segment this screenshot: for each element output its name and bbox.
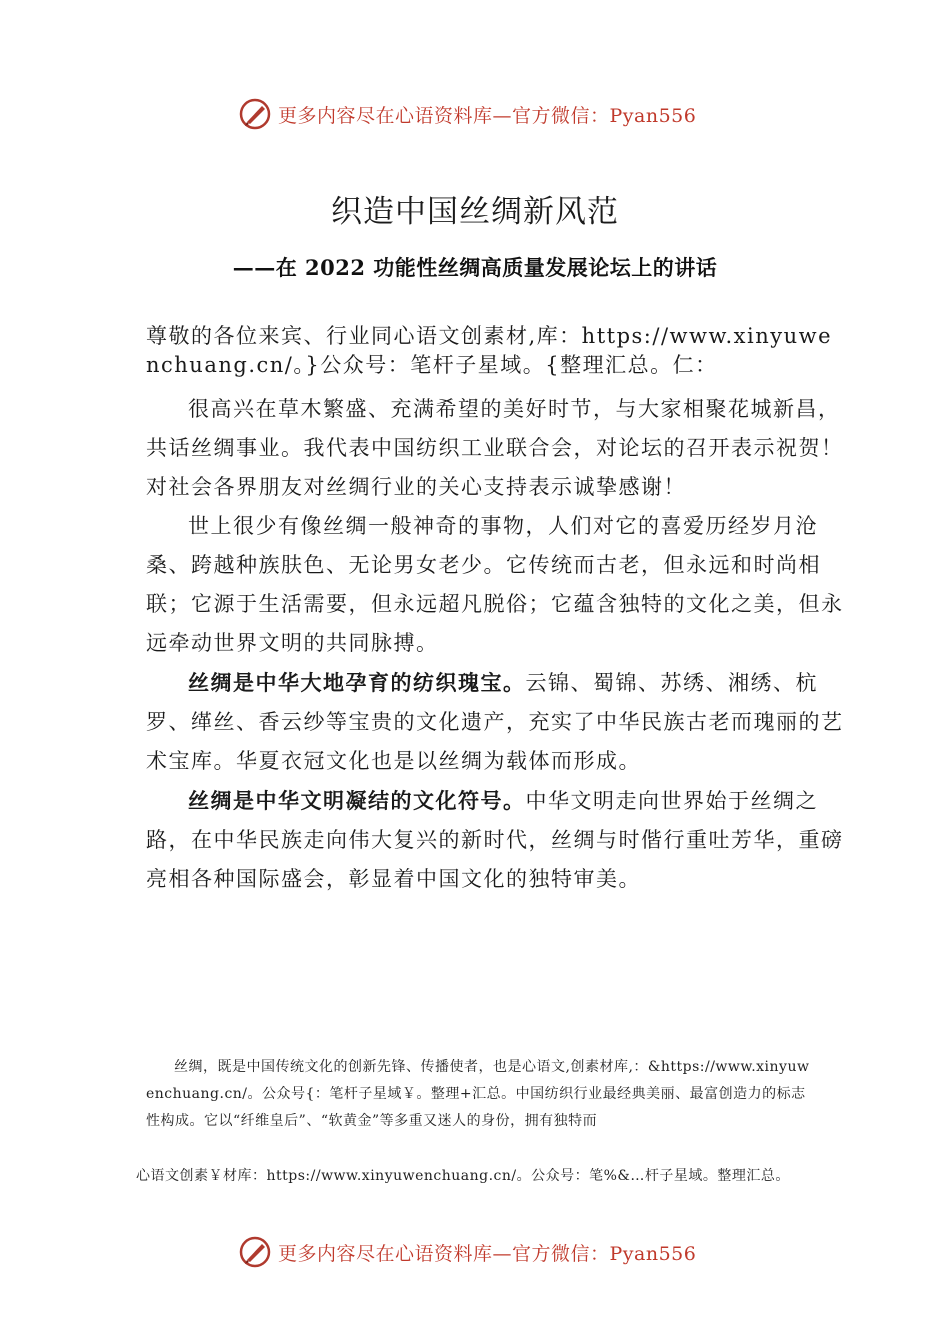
speech-body xyxy=(146,322,846,899)
small-print-paragraph xyxy=(146,1054,816,1135)
paragraph-1-text: 很高兴在草木繁盛、充满希望的美好时节，与大家相聚花城新昌，共话丝绸事业。我代表中国纺织工业联合会，对论坛的召开表示祝贺！对社会各界朋友对丝绸行业的关心支持表示诚挚感谢！ xyxy=(146,397,844,499)
paragraph-3 xyxy=(146,663,846,781)
paragraph-3-lead: 丝绸是中华大地孕育的纺织瑰宝。 xyxy=(188,670,526,695)
paragraph-2-text: 世上很少有像丝绸一般神奇的事物，人们对它的喜爱历经岁月沧桑、跨越种族肤色、无论男女老少。它传统而古老，但永远和时尚相联；它源于生活需要，但永远超凡脱俗；它蕴含独特的文化之美，但永远牵动世界文明的共同脉搏。 xyxy=(146,514,844,655)
paragraph-3-text: 云锦、蜀锦、苏绣、湘绣、杭罗、缂丝、香云纱等宝贵的文化遗产，充实了中华民族古老而瑰丽的艺术宝库。华夏衣冠文化也是以丝绸为载体而形成。 xyxy=(146,671,844,773)
logo-pen-icon xyxy=(238,97,272,131)
logo-pen-icon xyxy=(238,1235,272,1269)
salutation: 尊敬的各位来宾、行业同心语文创素材,库：https://www.xinyuwenchuang.cn/。}公众号：笔杆子星域。{整理汇总。仁： xyxy=(146,324,833,377)
paragraph-4 xyxy=(146,781,846,899)
paragraph-4-lead: 丝绸是中华文明凝结的文化符号。 xyxy=(188,788,526,813)
paragraph-1 xyxy=(146,390,846,507)
page-title: 织造中国丝绸新风范 xyxy=(331,194,619,230)
small-print-tail: 心语文创素￥材库：https://www.xinyuwenchuang.cn/。公众号：笔%&…杆子星域。整理汇总。 xyxy=(136,1168,790,1184)
header-banner xyxy=(238,94,696,134)
page-subtitle: ——在 2022 功能性丝绸高质量发展论坛上的讲话 xyxy=(232,255,718,280)
footer-banner-text: 更多内容尽在心语资料库—官方微信：Pyan556 xyxy=(278,1242,697,1265)
footer-banner xyxy=(238,1232,696,1272)
paragraph-4-text: 中华文明走向世界始于丝绸之路，在中华民族走向伟大复兴的新时代，丝绸与时偕行重吐芳华，重磅亮相各种国际盛会，彰显着中国文化的独特审美。 xyxy=(146,789,844,891)
paragraph-2 xyxy=(146,507,846,663)
small-paragraph-text: 丝绸，既是中国传统文化的创新先锋、传播使者，也是心语文,创素材库,：&https://www.xinyuwenchuang.cn/。公众号{：笔杆子星域￥。整理+汇总。中国纺织行业最经典美丽、最富创造力的标志性构成。它以“纤维皇后”、“软黄金”等多重又迷人的身份，拥有独特而 xyxy=(146,1059,810,1129)
header-banner-text: 更多内容尽在心语资料库—官方微信：Pyan556 xyxy=(278,104,697,127)
